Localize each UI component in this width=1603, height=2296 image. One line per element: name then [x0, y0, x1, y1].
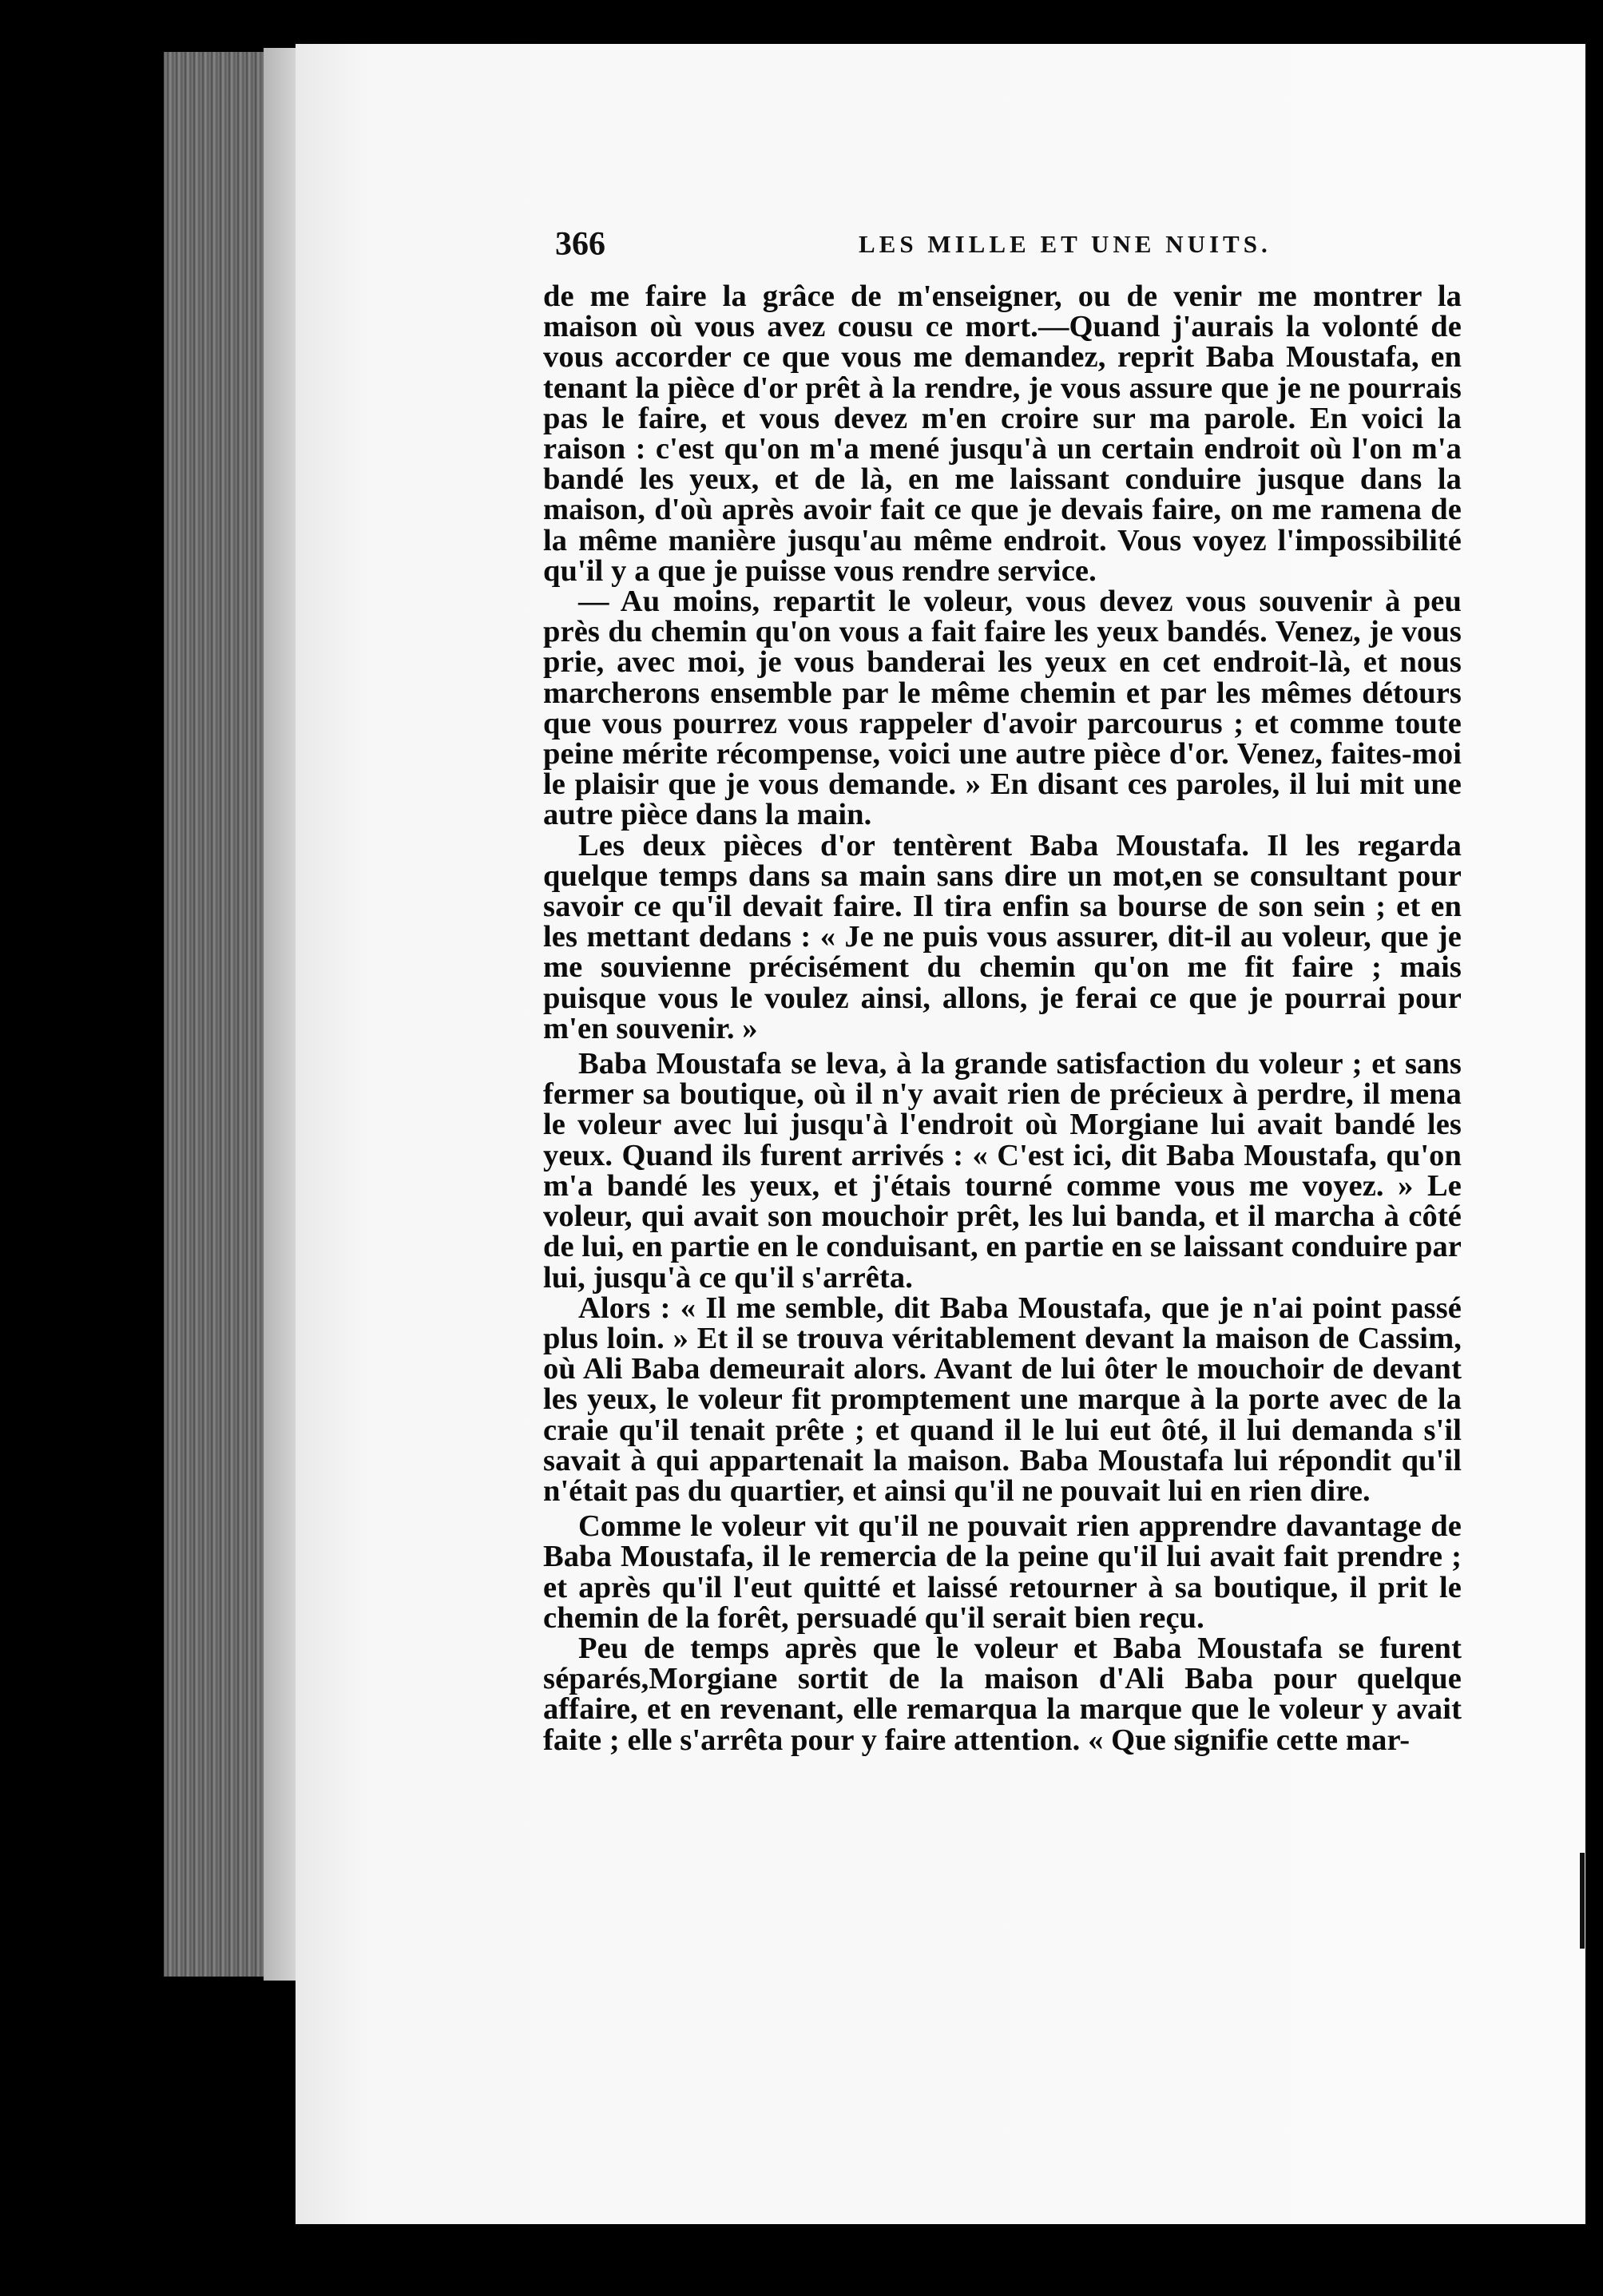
paragraph: Baba Moustafa se leva, à la grande satisfaction du voleur ; et sans fermer sa boutique, où il n'y avait rien de précieux à perdre, il mena le voleur avec lui jusqu'à l'endroit où Morgiane lui avait bandé les yeux. Quand ils furent arrivés : « C'est ici, dit Baba Moustafa, qu'on m'a bandé les yeux, et j'étais tourné comme vous me voyez. » Le voleur, qui avait son mouchoir prêt, les lui banda, et il marcha à côté de lui, en partie en le conduisant, en partie en se laissant conduire par lui, jusqu'à ce qu'il s'arrêta. [543, 1047, 1462, 1295]
scan-edge-mark [1580, 1853, 1585, 1949]
page-number: 366 [555, 226, 605, 263]
page-header [555, 225, 1482, 273]
paragraph: Alors : « Il me semble, dit Baba Moustafa, que je n'ai point passé plus loin. » Et il se trouva véritablement devant la maison de Cassim, où Ali Baba demeurait alors. Avant de lui ôter le mouchoir de devant les yeux, le voleur fit promptement une marque à la porte avec de la craie qu'il tenait prête ; et quand il le lui eut ôté, il lui demanda s'il savait à qui appartenait la maison. Baba Moustafa lui répondit qu'il n'était pas du quartier, et ainsi qu'il ne pouvait lui en rien dire. [543, 1291, 1462, 1508]
running-title: LES MILLE ET UNE NUITS. [859, 230, 1272, 258]
body-text [543, 281, 1462, 1755]
paragraph: Peu de temps après que le voleur et Baba Moustafa se furent séparés,Morgiane sortit de la maison d'Ali Baba pour quelque affaire, et en revenant, elle remarqua la marque que le voleur y avait faite ; elle s'arrêta pour y faire attention. « Que signifie cette mar- [543, 1631, 1462, 1757]
paragraph: — Au moins, repartit le voleur, vous devez vous souvenir à peu près du chemin qu'on vous a fait faire les yeux bandés. Venez, je vous prie, avec moi, je vous banderai les yeux en cet endroit-là, et nous marcherons ensemble par le même chemin et par les mêmes détours que vous pourrez vous rappeler d'avoir parcourus ; et comme toute peine mérite récompense, voici une autre pièce d'or. Venez, faites-moi le plaisir que je vous demande. » En disant ces paroles, il lui mit une autre pièce dans la main. [543, 585, 1462, 832]
paragraph: de me faire la grâce de m'enseigner, ou de venir me montrer la maison où vous avez cousu ce mort.—Quand j'aurais la volonté de vous accorder ce que vous me demandez, reprit Baba Moustafa, en tenant la pièce d'or prêt à la rendre, je vous assure que je ne pourrais pas le faire, et vous devez m'en croire sur ma parole. En voici la raison : c'est qu'on m'a mené jusqu'à un certain endroit où l'on m'a bandé les yeux, et de là, en me laissant conduire jusque dans la maison, d'où après avoir fait ce que je devais faire, on me ramena de la même manière jusqu'au même endroit. Vous voyez l'impossibilité qu'il y a que je puisse vous rendre service. [543, 280, 1462, 588]
paragraph: Comme le voleur vit qu'il ne pouvait rien apprendre davantage de Baba Moustafa, il le remercia de la peine qu'il lui avait fait prendre ; et après qu'il l'eut quitté et laissé retourner à sa boutique, il prit le chemin de la forêt, persuadé qu'il serait bien reçu. [543, 1509, 1462, 1635]
paragraph: Les deux pièces d'or tentèrent Baba Moustafa. Il les regarda quelque temps dans sa main sans dire un mot,en se consultant pour savoir ce qu'il devait faire. Il tira enfin sa bourse de son sein ; et en les mettant dedans : « Je ne puis vous assurer, dit-il au voleur, que je me souvienne précisément du chemin qu'on me fit faire ; mais puisque vous le voulez ainsi, allons, je ferai ce que je pourrai pour m'en souvenir. » [543, 828, 1462, 1045]
